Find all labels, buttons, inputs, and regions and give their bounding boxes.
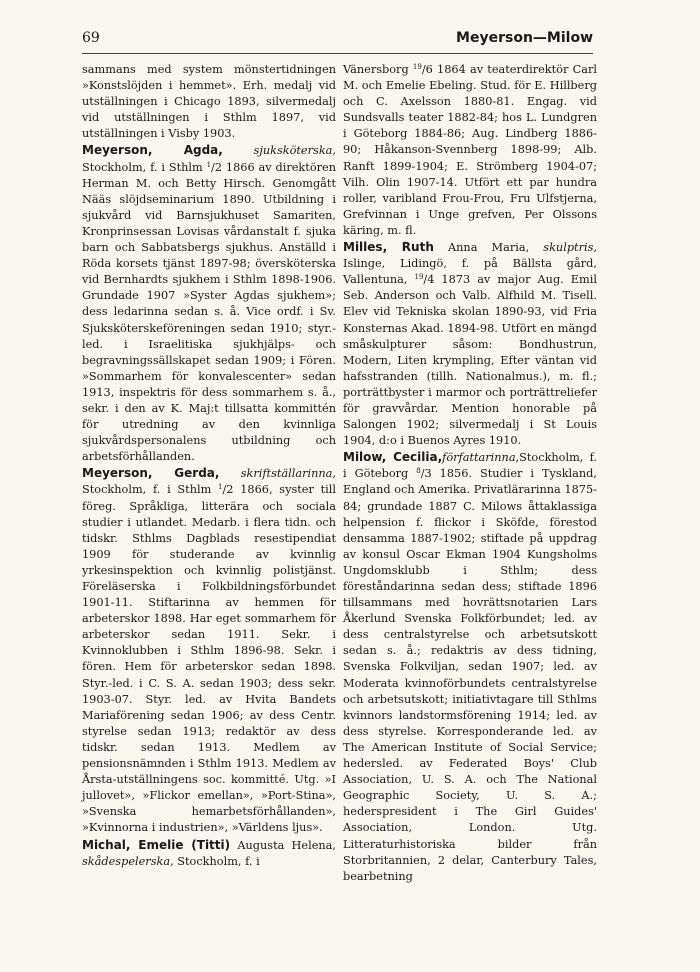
entry-occupation: skulptris, xyxy=(543,241,597,255)
entry-name: Meyerson, Agda, xyxy=(82,143,223,158)
entry-name: Milles, Ruth xyxy=(343,240,434,255)
entry-text: Stockholm, f. i xyxy=(173,854,260,868)
entry-name: Meyerson, Gerda, xyxy=(82,466,220,481)
entry-text: Islinge, Lidingö, f. på Bällsta gård, Vallentuna, xyxy=(343,257,597,287)
date-sup: 1 xyxy=(218,483,223,492)
entry-milow xyxy=(343,449,597,885)
continuation-text: sammans med system mönstertidningen »Konstslöjden i hemmet». Erh. medalj vid utställningen i Chicago 1893, silvermedalj vid utställningen i Sthlm 1897, vid utställningen i Visby 1903. xyxy=(82,63,336,141)
entry-occupation: skådespelerska, xyxy=(82,854,174,868)
entry-text: Stockholm, f. i Sthlm xyxy=(82,483,219,497)
running-title: Meyerson—Milow xyxy=(456,30,593,46)
page-number: 69 xyxy=(82,30,100,46)
date-sup: 19 xyxy=(414,273,424,282)
date-sup: 1 xyxy=(206,160,212,169)
left-column xyxy=(82,62,336,870)
entry-meyerson-agda xyxy=(82,142,336,465)
date-sup: 19 xyxy=(412,63,422,71)
entry-occupation: författarinna, xyxy=(442,451,520,465)
entry-text: /3 1856. Studier i Tyskland, England och Amerika. Privatlärarinna 1875-84; grundade 1887 C. Milows åttaklassiga helpension f. flickor i Sköfde, förestod densamma 1887-1902; stiftade på uppdrag av konsul Oscar Ekman 1904 Kungsholms Ungdomsklubb i Sthlm; dess föreståndarinna sedan dess; stiftade 1896 tillsammans med hovrättsnotarien Lars Åkerlund Svenska Folkförbundet; led. av dess centralstyrelse och arbetsutskott sedan s. å.; redaktris av dess tidning, Svenska Folkviljan, sedan 1907; led. av Moderata kvinnoförbundets centralstyrelse och arbetsutskott; initiativtagare till Sthlms kvinnors landstormsförening 1914; led. av dess styrelse. Korresponderande led. av The American Institute of Social Service; hedersled. av Federated Boys' Club Association, U. S. A. och The National Geographic Society, U. S. A.; hederspresident i The Girl Guides' Association, London. Utg. Litteraturhistoriska bilder från Storbritannien, 2 delar, Canterbury Tales, bearbetning xyxy=(343,467,597,883)
entry-text: Stockholm, f. i Göteborg xyxy=(343,451,597,481)
entry-text: /2 1866, syster till föreg. Språkliga, litterära och sociala studier i utlandet. Medarb. i flera tidn. och tidskr. Sthlms Dagblads resestipendiat 1909 för studerande av kvinnlig yrkesinspektion och kvinnlig polistjänst. Föreläserska i Folkbildningsförbundet 1901-11. Stiftarinna av hemmen för arbeterskor 1898. Har eget sommarhem för arbeterskor sedan 1911. Sekr. i Kvinnoklubben i Sthlm 1896-98. Sekr. i fören. Hem för arbeterskor sedan 1898. Styr.-led. i C. S. A. sedan 1903; dess sekr. 1903-07. Styr. led. av Hvita Bandets Mariaförening sedan 1906; av dess Centr. styrelse sedan 1913; redaktör av dess tidskr. sedan 1913. Medlem av pensionsnämnden i Sthlm 1913. Medlem av Årsta-utställningens soc. kommitté. Utg. »I jullovet», »Flickor emellan», »Port-Stina», »Svenska hemarbetsförhållanden», »Kvinnorna i industrien», »Världens ljus». xyxy=(82,483,336,835)
entry-text: /6 1864 av teaterdirektör Carl M. och Emelie Ebeling. Stud. för E. Hillberg och C. Axelsson 1880-81. Engag. vid Sundsvalls teater 1882-84; hos L. Lundgren i Göteborg 1884-86; Aug. Lindberg 1886-90; Håkanson-Svennberg 1898-99; Alb. Ranft 1899-1904; E. Strömberg 1904-07; Vilh. Olin 1907-14. Utfört ett par hundra roller, varibland Frou-Frou, Fru Ulfstjerna, Grefvinnan i Unge grefven, Per Olssons käring, m. fl. xyxy=(343,63,597,237)
date-sup: 8 xyxy=(416,467,421,476)
header-rule xyxy=(82,53,593,54)
right-column xyxy=(343,62,597,885)
entry-michal xyxy=(82,837,336,870)
entry-occupation: skriftställarinna, xyxy=(240,467,336,481)
continuation-michal xyxy=(343,62,597,239)
entry-text: Anna Maria, xyxy=(447,241,544,255)
entry-text: Augusta Helena, xyxy=(237,838,336,852)
entry-text: /4 1873 av major Aug. Emil Seb. Anderson och Valb. Alfhild M. Tisell. Elev vid Tekniska skolan 1890-93, vid Fria Konsternas Akad. 1894-98. Utfört en mängd småskulpturer såsom: Bondhustrun, Modern, Liten krympling, Efter väntan vid hafsstranden (tillh. Nationalmus.), m. fl.; porträttbyster i marmor och porträttreliefer för gravvårdar. Mention honorable på Salongen 1902; silvermedalj i St Louis 1904, d:o i Buenos Ayres 1910. xyxy=(343,273,597,448)
entry-text: /2 1866 av direktören Herman M. och Betty Hirsch. Genomgått Nääs slöjdseminarium 1890. Utbildning i sjukvård vid Barnsjukhuset Samariten, Kronprinsessan Lovisas vårdanstalt f. sjuka barn och Sabbatsbergs sjukhus. Anställd i Röda korsets tjänst 1897-98; översköterska vid Bernhardts sjukhem i Sthlm 1898-1906. Grundade 1907 »Syster Agdas sjukhem»; dess ledarinna sedan s. å. Vice ordf. i Sv. Sjuksköterskeföreningen sedan 1910; styr.-led. i Israelitiska sjukhjälps- och begravningssällskapet sedan 1909; i Fören. »Sommarhem för konvalescenter» sedan 1913, inspektris för dess sommarhem s. å., sekr. i den av K. Maj:t tillsatta kommittén för utredning av den kvinnliga sjukvårdspersonalens utbildning och arbetsförhållanden. xyxy=(82,160,336,464)
entry-text: Vänersborg xyxy=(343,63,413,76)
entry-text: Stockholm, f. i Sthlm xyxy=(82,160,207,174)
entry-name: Milow, Cecilia, xyxy=(343,450,443,465)
entry-milles xyxy=(343,239,597,449)
page-header xyxy=(82,30,593,46)
entry-meyerson-gerda xyxy=(82,465,336,836)
entry-name: Michal, Emelie (Titti) xyxy=(82,837,231,852)
entry-occupation: sjuksköterska, xyxy=(253,144,336,158)
